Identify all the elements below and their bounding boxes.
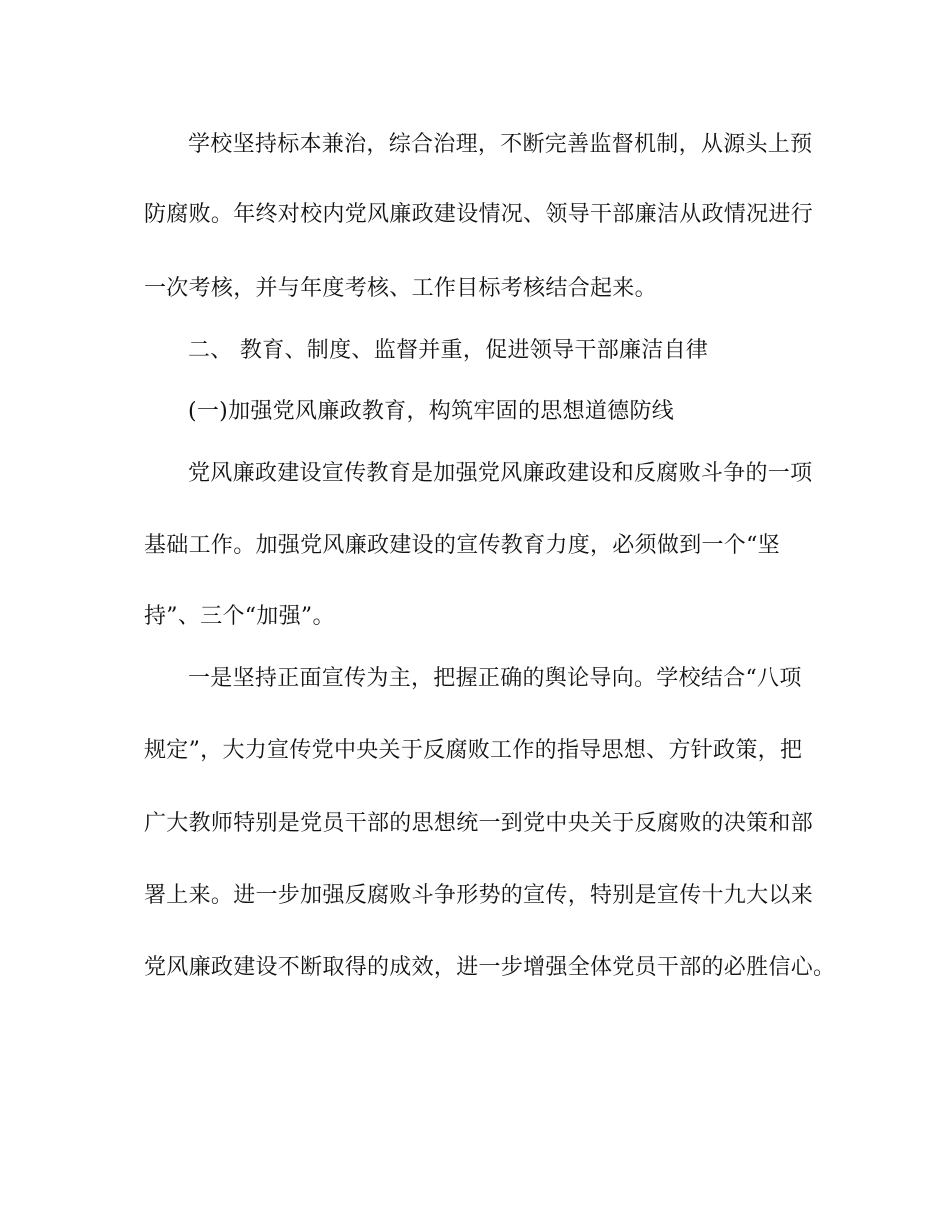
paragraph-1-line-1: 学校坚持标本兼治，综合治理，不断完善监督机制，从源头上预 bbox=[188, 132, 813, 157]
paragraph-1-line-3: 一次考核，并与年度考核、工作目标考核结合起来。 bbox=[144, 276, 657, 301]
paragraph-3-line-2: 规定”，大力宣传党中央关于反腐败工作的指导思想、方针政策，把 bbox=[144, 738, 803, 763]
paragraph-3-line-1: 一是坚持正面宣传为主，把握正确的舆论导向。学校结合“八项 bbox=[188, 666, 802, 691]
paragraph-1-line-2: 防腐败。年终对校内党风廉政建设情况、领导干部廉洁从政情况进行 bbox=[144, 202, 814, 227]
paragraph-3-line-4: 署上来。进一步加强反腐败斗争形势的宣传，特别是宣传十九大以来 bbox=[144, 883, 814, 908]
paragraph-3-line-3: 广大教师特别是党员干部的思想统一到党中央关于反腐败的决策和部 bbox=[144, 811, 814, 836]
paragraph-2-line-1: 党风廉政建设宣传教育是加强党风廉政建设和反腐败斗争的一项 bbox=[188, 461, 813, 486]
subsection-heading-1: (一)加强党风廉政教育，构筑牢固的思想道德防线 bbox=[188, 399, 675, 424]
paragraph-2-line-2: 基础工作。加强党风廉政建设的宣传教育力度，必须做到一个“坚 bbox=[144, 533, 780, 558]
paragraph-3-line-5: 党风廉政建设不断取得的成效，进一步增强全体党员干部的必胜信心。 bbox=[144, 955, 836, 980]
paragraph-2-line-3: 持”、三个“加强”。 bbox=[144, 604, 335, 629]
section-heading-2: 二、 教育、制度、监督并重，促进领导干部廉洁自律 bbox=[188, 338, 709, 363]
